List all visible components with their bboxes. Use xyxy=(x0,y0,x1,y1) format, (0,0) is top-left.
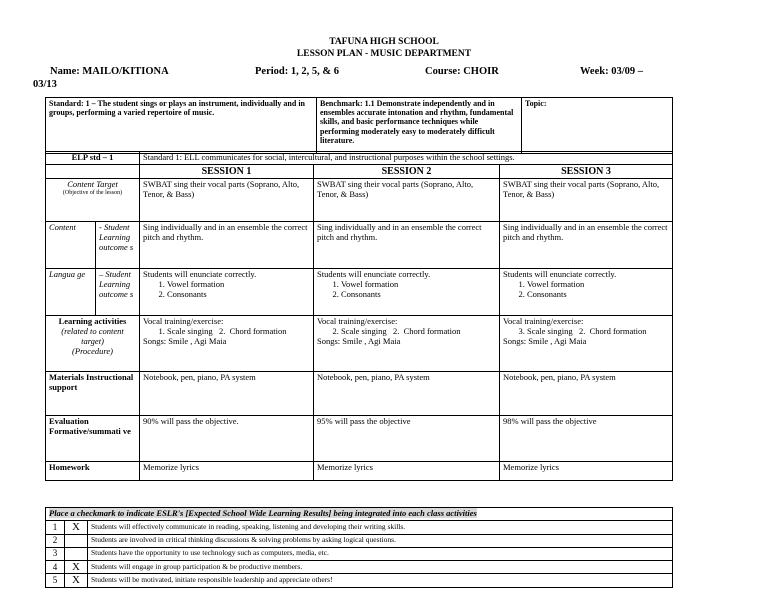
table-row xyxy=(46,574,673,588)
learning-s2 xyxy=(314,316,500,372)
eslr-num: 5 xyxy=(46,574,65,588)
session-2-header: SESSION 2 xyxy=(314,164,500,179)
content-target-title: Content Target xyxy=(67,179,118,190)
list-item-chord: Chord formation xyxy=(403,326,461,337)
list-item: 2. Consonants xyxy=(167,290,310,300)
period: Period: 1, 2, 5, & 6 xyxy=(255,66,339,77)
language-sublabel: – Student Learning outcome s xyxy=(96,269,140,316)
list-item: 1. Vowel formation xyxy=(527,280,669,290)
language-intro: Students will enunciate correctly. xyxy=(503,269,617,280)
eslr-heading-text: Place a checkmark to indicate ESLR's [Expected School Wide Learning Results] being integrated into each class activities xyxy=(49,508,477,519)
eslr-check[interactable]: X xyxy=(65,521,88,535)
learning-sub1: (related to content target) xyxy=(61,326,124,346)
learning-intro: Vocal training/exercise: xyxy=(317,316,398,327)
materials-s2: Notebook, pen, piano, PA system xyxy=(314,372,500,416)
list-item-scale: Scale singing xyxy=(167,326,213,337)
content-target-s3: SWBAT sing their vocal parts (Soprano, Alto, Tenor, & Bass) xyxy=(500,179,673,222)
session-3-header: SESSION 3 xyxy=(500,164,673,179)
eslr-heading xyxy=(46,508,673,521)
list-item: 1. Vowel formation xyxy=(341,280,496,290)
content-target-s1: SWBAT sing their vocal parts (Soprano, Alto, Tenor, & Bass) xyxy=(140,179,314,222)
eslr-check[interactable] xyxy=(65,534,88,547)
eslr-check[interactable]: X xyxy=(65,574,88,588)
content-s2: Sing individually and in an ensemble the correct pitch and rhythm. xyxy=(314,222,500,269)
language-s2 xyxy=(314,269,500,316)
language-intro: Students will enunciate correctly. xyxy=(143,269,257,280)
evaluation-s3: 98% will pass the objective xyxy=(500,416,673,462)
evaluation-label: Evaluation Formative/summati ve xyxy=(46,416,140,462)
learning-songs: Songs: Smile , Agi Maia xyxy=(503,335,587,346)
list-item-scale: Scale singing xyxy=(527,326,573,337)
materials-label: Materials Instructional support xyxy=(46,372,140,416)
topic-cell: Topic: xyxy=(522,98,673,154)
eslr-text: Students are involved in critical thinking discussions & solving problems by asking logical questions. xyxy=(88,534,673,547)
standards-table xyxy=(45,97,673,154)
language-intro: Students will enunciate correctly. xyxy=(317,269,431,280)
session-1-header: SESSION 1 xyxy=(140,164,314,179)
elp-label: ELP std – 1 xyxy=(46,152,140,165)
learning-songs: Songs: Smile , Agi Maia xyxy=(317,335,401,346)
table-row xyxy=(46,547,673,560)
learning-intro: Vocal training/exercise: xyxy=(143,316,224,327)
learning-songs: Songs: Smile , Agi Maia xyxy=(143,335,227,346)
list-item-chord: Chord formation xyxy=(229,326,287,337)
list-item: 1. Vowel formation xyxy=(167,280,310,290)
evaluation-s1: 90% will pass the objective. xyxy=(140,416,314,462)
table-row xyxy=(46,560,673,574)
learning-intro: Vocal training/exercise: xyxy=(503,316,584,327)
content-label: Content xyxy=(46,222,96,269)
materials-s1: Notebook, pen, piano, PA system xyxy=(140,372,314,416)
session-header-blank xyxy=(46,164,140,179)
eslr-text: Students will effectively communicate in reading, speaking, listening and developing their writing skills. xyxy=(88,521,673,535)
list-item: 3. Scale singing 2. Chord formation xyxy=(527,327,669,337)
homework-s1: Memorize lyrics xyxy=(140,462,314,481)
eslr-text: Students will engage in group participation & be productive members. xyxy=(88,560,673,574)
list-item: 1. Scale singing 2. Chord formation xyxy=(167,327,310,337)
learning-s1 xyxy=(140,316,314,372)
week: Week: 03/09 – xyxy=(580,66,643,77)
eslr-num: 3 xyxy=(46,547,65,560)
language-s3 xyxy=(500,269,673,316)
eslr-check[interactable] xyxy=(65,547,88,560)
table-row xyxy=(46,534,673,547)
list-item: 2. Consonants xyxy=(527,290,669,300)
benchmark-cell: Benchmark: 1.1 Demonstrate independently and in ensembles accurate intonation and rhythm, fundamental skills, and basic performance techniques while performing moderately easy to moderately difficult literature. xyxy=(317,98,522,154)
homework-s2: Memorize lyrics xyxy=(314,462,500,481)
elp-text: Standard 1: ELL communicates for social, intercultural, and instructional purposes within the school settings. xyxy=(140,152,673,165)
school-name: TAFUNA HIGH SCHOOL xyxy=(329,37,439,47)
eslr-table xyxy=(45,507,673,588)
content-target-label xyxy=(46,179,140,222)
homework-s3: Memorize lyrics xyxy=(500,462,673,481)
content-sublabel: - Student Learning outcome s xyxy=(96,222,140,269)
evaluation-s2: 95% will pass the objective xyxy=(314,416,500,462)
eslr-text: Students have the opportunity to use technology such as computers, media, etc. xyxy=(88,547,673,560)
language-label: Langua ge xyxy=(46,269,96,316)
learning-sub2: (Procedure) xyxy=(72,345,113,356)
content-s1: Sing individually and in an ensemble the correct pitch and rhythm. xyxy=(140,222,314,269)
eslr-num: 2 xyxy=(46,534,65,547)
department-title: LESSON PLAN - MUSIC DEPARTMENT xyxy=(296,49,472,59)
eslr-text: Students will be motivated, initiate responsible leadership and appreciate others! xyxy=(88,574,673,588)
standard-cell: Standard: 1 – The student sings or plays an instrument, individually and in groups, performing a varied repertoire of music. xyxy=(46,98,317,154)
content-s3: Sing individually and in an ensemble the correct pitch and rhythm. xyxy=(500,222,673,269)
week-end: 03/13 xyxy=(33,79,57,90)
learning-label xyxy=(46,316,140,372)
lesson-table xyxy=(45,151,673,481)
learning-s3 xyxy=(500,316,673,372)
teacher-name: Name: MAILO/KITIONA xyxy=(50,66,169,77)
eslr-check[interactable]: X xyxy=(65,560,88,574)
course: Course: CHOIR xyxy=(425,66,499,77)
list-item-scale: Scale singing xyxy=(341,326,387,337)
content-target-s2: SWBAT sing their vocal parts (Soprano, Alto, Tenor, & Bass) xyxy=(314,179,500,222)
homework-label: Homework xyxy=(46,462,140,481)
learning-title: Learning activities xyxy=(58,316,127,327)
content-target-sub: (Objective of the lesson) xyxy=(62,190,123,197)
eslr-num: 1 xyxy=(46,521,65,535)
table-row xyxy=(46,521,673,535)
list-item: 2. Consonants xyxy=(341,290,496,300)
list-item: 2. Scale singing 2. Chord formation xyxy=(341,327,496,337)
list-item-chord: Chord formation xyxy=(589,326,647,337)
language-s1 xyxy=(140,269,314,316)
eslr-num: 4 xyxy=(46,560,65,574)
materials-s3: Notebook, pen, piano, PA system xyxy=(500,372,673,416)
